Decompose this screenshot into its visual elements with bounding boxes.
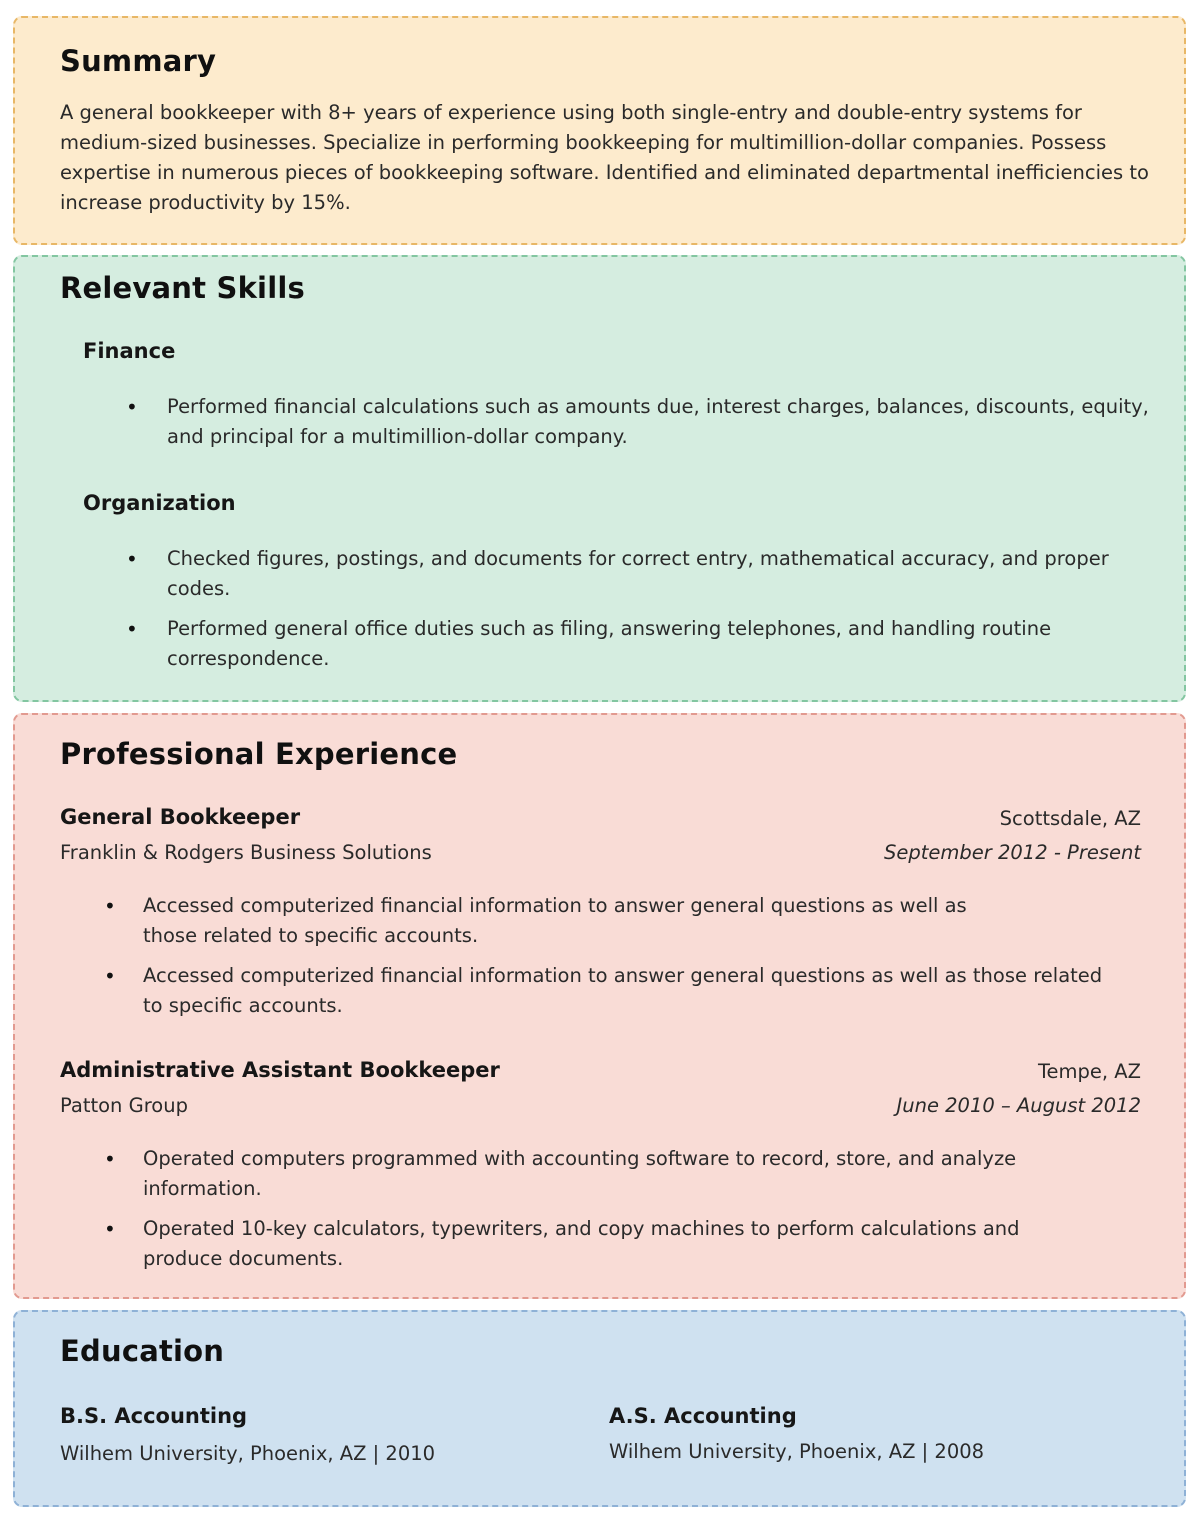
education-school: Wilhem University, Phoenix, AZ | 2008 bbox=[609, 1440, 985, 1463]
bullet-icon: • bbox=[104, 1217, 116, 1241]
job-duties-list bbox=[104, 891, 1103, 1021]
job-duties-list bbox=[104, 1144, 1043, 1274]
skill-group-finance: Finance bbox=[83, 339, 176, 363]
list-item: • Performed financial calculations such as amounts due, interest charges, balances, discounts, equity, and principal for a multimillion-dollar company. bbox=[167, 392, 1157, 452]
experience-section bbox=[13, 713, 1186, 1299]
bullet-icon: • bbox=[126, 617, 138, 641]
finance-list bbox=[126, 392, 1157, 452]
job-title: Administrative Assistant Bookkeeper bbox=[60, 1058, 500, 1082]
education-degree: B.S. Accounting bbox=[60, 1404, 248, 1428]
summary-text: A general bookkeeper with 8+ years of experience using both single-entry and double-entry systems for medium-sized businesses. Specialize in performing bookkeeping for multimillion-dollar companies. Possess expertise in numerous pieces of bookkeeping software. Identified and eliminated departmental inefficiencies to increase productivity by 15%. bbox=[60, 101, 1149, 214]
skills-heading: Relevant Skills bbox=[60, 271, 305, 305]
skills-section bbox=[13, 255, 1186, 702]
job-dates: June 2010 – August 2012 bbox=[896, 1094, 1141, 1117]
list-item: • Operated 10-key calculators, typewriters, and copy machines to perform calculations and produce documents. bbox=[143, 1214, 1043, 1274]
education-degree: A.S. Accounting bbox=[609, 1404, 797, 1428]
job-location: Tempe, AZ bbox=[1037, 1060, 1141, 1083]
bullet-icon: • bbox=[104, 964, 116, 988]
organization-list bbox=[126, 544, 1127, 674]
education-school: Wilhem University, Phoenix, AZ | 2010 bbox=[60, 1442, 436, 1465]
skill-group-organization: Organization bbox=[83, 491, 236, 515]
job-company: Patton Group bbox=[60, 1094, 188, 1117]
list-item: • Checked figures, postings, and documents for correct entry, mathematical accuracy, and proper codes. bbox=[167, 544, 1127, 604]
list-item: • Performed general office duties such as filing, answering telephones, and handling routine correspondence. bbox=[167, 614, 1127, 674]
summary-heading: Summary bbox=[60, 44, 217, 78]
education-heading: Education bbox=[60, 1334, 225, 1368]
bullet-icon: • bbox=[126, 395, 138, 419]
job-company: Franklin & Rodgers Business Solutions bbox=[60, 841, 432, 864]
list-item: • Accessed computerized financial information to answer general questions as well as those related to specific accounts. bbox=[143, 961, 1103, 1021]
bullet-icon: • bbox=[104, 894, 116, 918]
list-item: • Accessed computerized financial information to answer general questions as well as those related to specific accounts. bbox=[143, 891, 1023, 951]
bullet-icon: • bbox=[104, 1147, 116, 1171]
list-item: • Operated computers programmed with accounting software to record, store, and analyze information. bbox=[143, 1144, 1043, 1204]
job-location: Scottsdale, AZ bbox=[999, 807, 1141, 830]
education-section bbox=[13, 1310, 1186, 1507]
bullet-icon: • bbox=[126, 547, 138, 571]
experience-heading: Professional Experience bbox=[60, 737, 458, 771]
job-title: General Bookkeeper bbox=[60, 805, 301, 829]
summary-section bbox=[13, 16, 1186, 245]
job-dates: September 2012 - Present bbox=[884, 841, 1141, 864]
